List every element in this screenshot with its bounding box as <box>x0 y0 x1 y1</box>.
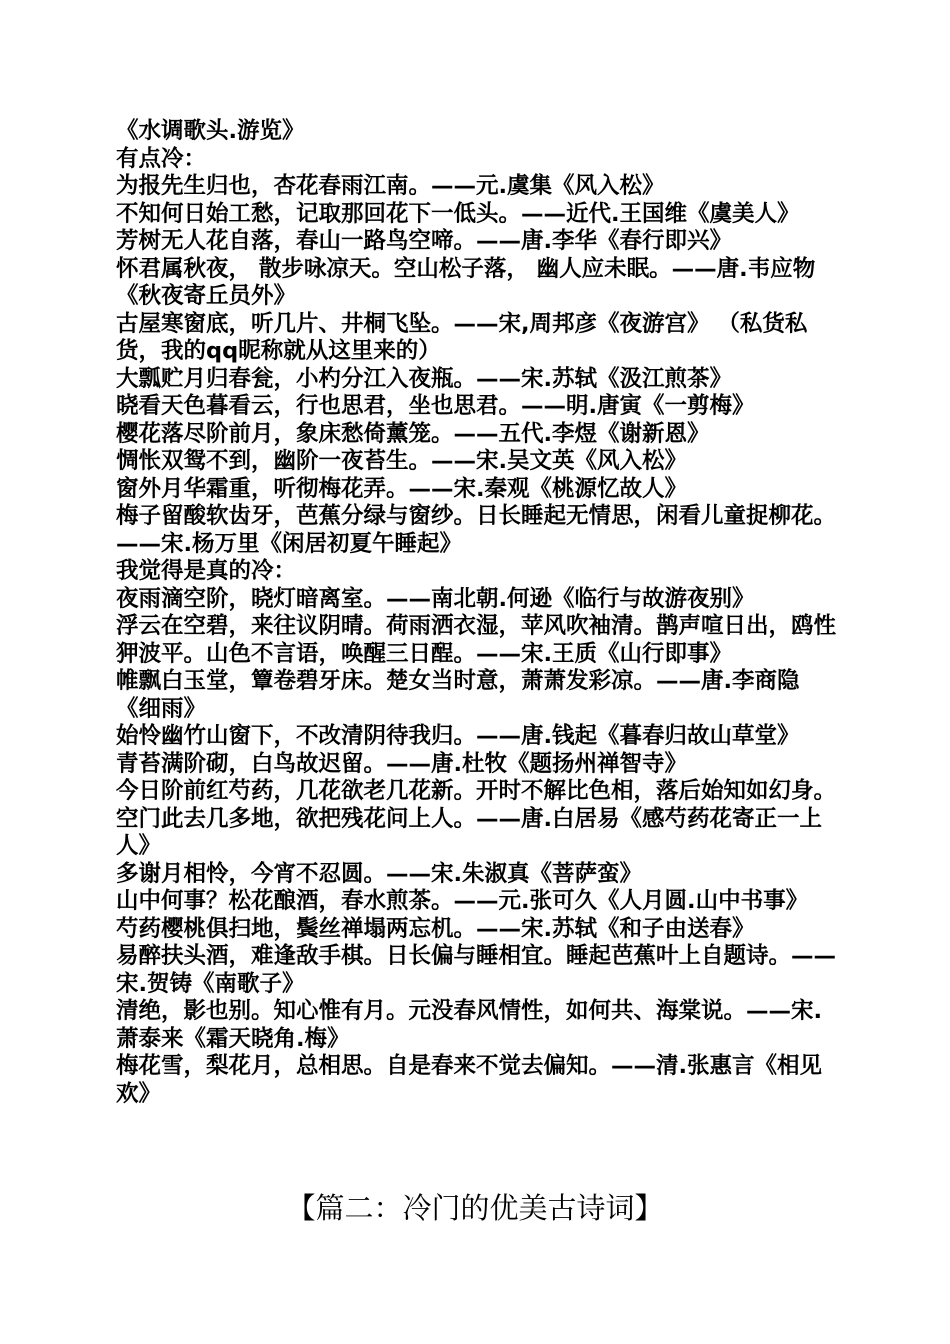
poem-list <box>116 118 836 1108</box>
section-title: 【篇二：冷门的优美古诗词】 <box>286 1191 664 1225</box>
poem-line: 怀君属秋夜， 散步咏凉天。空山松子落， 幽人应未眠。——唐.韦应物《秋夜寄丘员外》 <box>116 255 816 309</box>
poem-line: 青苔满阶砌，白鸟故迟留。——唐.杜牧《题扬州禅智寺》 <box>116 750 688 777</box>
poem-line: 梅子留酸软齿牙，芭蕉分绿与窗纱。日长睡起无情思，闲看儿童捉柳花。——宋.杨万里《闲居初夏午睡起》 <box>116 503 837 557</box>
poem-line: 惆怅双鸳不到，幽阶一夜苔生。——宋.吴文英《风入松》 <box>116 448 688 474</box>
poem-line: 大瓢贮月归春瓮，小杓分江入夜瓶。——宋.苏轼《汲江煎茶》 <box>116 365 733 392</box>
poem-line: 为报先生归也，杏花春雨江南。——元.虞集《风入松》 <box>116 173 665 199</box>
poem-line: 浮云在空碧，来往议阴晴。荷雨洒衣湿，苹风吹袖清。鹊声喧日出，鸥性狎波平。山色不言语，唤醒三日酲。——宋.王质《山行即事》 <box>116 613 837 667</box>
poem-line: 窗外月华霜重，听彻梅花弄。——宋.秦观《桃源忆故人》 <box>116 475 688 502</box>
group-heading: 有点冷： <box>116 145 207 172</box>
poem-line: 芍药樱桃俱扫地，鬓丝禅塌两忘机。——宋.苏轼《和子由送春》 <box>116 915 755 942</box>
poem-line: 梅花雪，梨花月，总相思。自是春来不觉去偏知。——清.张惠言《相见欢》 <box>116 1053 823 1107</box>
poem-line: 不知何日始工愁，记取那回花下一低头。——近代.王国维《虞美人》 <box>116 200 800 227</box>
poem-line: 夜雨滴空阶，晓灯暗离室。——南北朝.何逊《临行与故游夜别》 <box>116 585 755 612</box>
poem-line: 晓看天色暮看云，行也思君，坐也思君。——明.唐寅《一剪梅》 <box>116 393 755 419</box>
poem-line: 今日阶前红芍药，几花欲老几花新。开时不解比色相，落后始知如幻身。空门此去几多地，欲把残花问上人。——唐.白居易《感芍药花寄正一上人》 <box>116 778 837 859</box>
poem-line: 帷飘白玉堂，簟卷碧牙床。楚女当时意，萧萧发彩凉。——唐.李商隐《细雨》 <box>116 668 800 722</box>
poem-line: 始怜幽竹山窗下，不改清阴待我归。——唐.钱起《暮春归故山草堂》 <box>116 723 800 749</box>
poem-line: 易醉扶头酒，难逢敌手棋。日长偏与睡相宜。睡起芭蕉叶上自题诗。——宋.贺铸《南歌子》 <box>116 943 837 997</box>
poem-line: 古屋寒窗底，听几片、井桐飞坠。——宋,周邦彦《夜游宫》 （私货私货，我的qq昵称就从这里来的） <box>116 310 808 364</box>
poem-line: 山中何事？松花酿酒，春水煎茶。——元.张可久《人月圆.山中书事》 <box>116 888 809 914</box>
poem-line: 樱花落尽阶前月，象床愁倚薰笼。——五代.李煜《谢新恩》 <box>116 420 710 447</box>
group-heading: 我觉得是真的冷： <box>116 558 297 584</box>
poem-line: 多谢月相怜，今宵不忍圆。——宋.朱淑真《菩萨蛮》 <box>116 860 643 887</box>
poem-line: 芳树无人花自落，春山一路鸟空啼。——唐.李华《春行即兴》 <box>116 228 733 254</box>
poem-line: 清绝，影也别。知心惟有月。元没春风情性，如何共、海棠说。——宋.萧泰来《霜天晓角.梅》 <box>116 998 823 1052</box>
poem-heading: 《水调歌头.游览》 <box>116 118 305 144</box>
